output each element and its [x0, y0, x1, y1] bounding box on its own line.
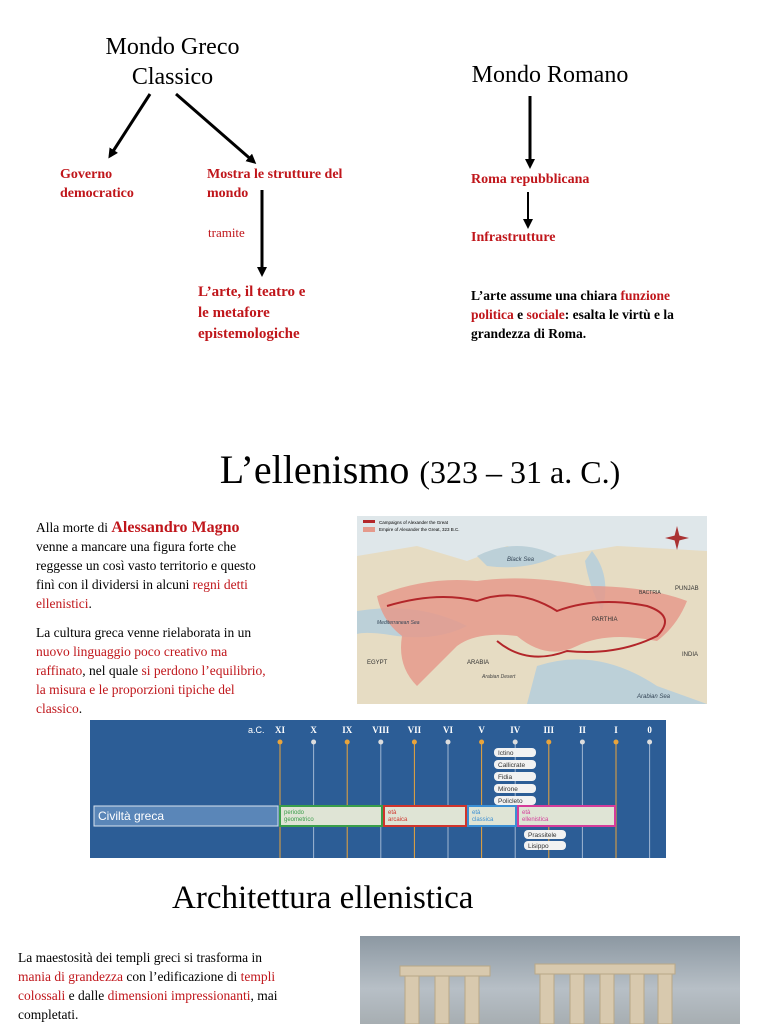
heading-greco-line1: Mondo Greco [105, 34, 240, 60]
period-label: ellenistica [522, 817, 549, 823]
century-label: X [310, 725, 317, 735]
period-box [518, 806, 615, 826]
node-arte-line2: le metafore [198, 305, 270, 321]
century-dot [479, 740, 484, 745]
map-label-egypt: EGYPT [367, 660, 388, 666]
artist-name: Mirone [498, 786, 518, 793]
century-label: VIII [372, 725, 390, 735]
artist-name: Callicrate [498, 762, 526, 769]
ellenismo-paragraph-1: Alla morte di Alessandro Magno venne a mancare una figura forte che reggesse un così vasto territorio e questo finì con il dividersi in alcuni regni detti ellenistici. [36, 519, 256, 611]
ellenismo-title-text: L’ellenismo [219, 447, 410, 492]
map-label-india: INDIA [682, 652, 699, 658]
greek-timeline [90, 720, 666, 858]
ellenismo-paragraph-2: La cultura greca venne rielaborata in un nuovo linguaggio poco creativo ma raffinato, nel quale si perdono l’equilibrio, la misura e le proporzioni tipiche del classico. [36, 625, 266, 716]
temple-photo [360, 936, 740, 1024]
legend-swatch-2 [363, 527, 375, 532]
map-label-arabian-desert: Arabian Desert [482, 674, 516, 680]
node-governo [60, 165, 134, 203]
node-governo-line1: Governo [60, 167, 113, 182]
century-label: II [578, 725, 586, 735]
century-dot [446, 740, 451, 745]
century-dot [614, 740, 619, 745]
node-arte-line1: L’arte, il teatro e [198, 284, 306, 300]
century-dot [580, 740, 585, 745]
timeline-era-label: a.C. [248, 725, 265, 735]
century-dot [378, 740, 383, 745]
romano-description: L’arte assume una chiara funzione politica e sociale: esalta le virtù e la grandezza di Roma. [471, 288, 674, 341]
period-label: età [388, 810, 397, 816]
period-box [280, 806, 382, 826]
period-label: arcaica [388, 817, 408, 823]
alessandro-magno: Alessandro Magno [111, 519, 240, 536]
century-dot [311, 740, 316, 745]
heading-mondo-romano: Mondo Romano [471, 62, 629, 88]
node-roma-repubblicana: Roma repubblicana [471, 172, 590, 187]
artist-name: Policleto [498, 798, 523, 805]
compass-icon [665, 526, 689, 550]
architettura-paragraph: La maestosità dei templi greci si trasforma in mania di grandezza con l’edificazione di templi colossali e dalle dimensioni impressionanti, mai completati. [18, 950, 278, 1022]
architettura-title: Architettura ellenistica [172, 880, 474, 916]
node-governo-line2: democratico [60, 186, 134, 201]
century-label: VI [442, 725, 454, 735]
map-legend-2: Empire of Alexander the Great, 323 B.C. [379, 527, 460, 532]
node-infrastrutture: Infrastrutture [471, 230, 556, 245]
century-label: III [543, 725, 555, 735]
diagram-arrows [0, 0, 768, 420]
map-label-mediterranean: Mediterranean Sea [377, 620, 420, 626]
century-dot [647, 740, 652, 745]
ellenismo-title [0, 446, 768, 493]
map-graphic [357, 516, 707, 704]
century-dot [278, 740, 283, 745]
timeline-graphic [90, 720, 666, 858]
civilta-label: Civiltà greca [98, 809, 165, 823]
map-label-parthia: PARTHIA [592, 617, 618, 623]
artist-name: Prassitele [528, 832, 557, 839]
artist-name: Lisippo [528, 843, 549, 850]
artist-name: Fidia [498, 774, 513, 781]
map-label-punjab: PUNJAB [675, 586, 699, 592]
century-label: I [614, 725, 618, 735]
alexander-empire-map [357, 516, 707, 704]
period-label: periodo [284, 810, 305, 816]
node-mostra-line2: mondo [207, 186, 249, 201]
period-label: geometrico [284, 817, 314, 823]
map-label-arabia: ARABIA [467, 660, 490, 666]
arrow-to-mostra [176, 94, 254, 162]
map-legend-1: Campaigns of Alexander the Great [379, 520, 449, 525]
period-box [468, 806, 516, 826]
node-mostra-line1: Mostra le strutture del [207, 167, 343, 182]
period-box [384, 806, 466, 826]
century-label: XI [274, 725, 286, 735]
century-label: IV [510, 725, 521, 735]
period-label: classica [472, 817, 494, 823]
century-dot [546, 740, 551, 745]
century-label: IX [342, 725, 353, 735]
artist-name: Ictino [498, 750, 514, 757]
century-dot [345, 740, 350, 745]
arrow-to-governo [110, 94, 150, 156]
period-label: età [522, 810, 531, 816]
period-label: età [472, 810, 481, 816]
node-mostra [207, 165, 342, 203]
century-dot [513, 740, 518, 745]
map-label-black-sea: Black Sea [507, 557, 535, 563]
node-arte [198, 282, 305, 345]
legend-swatch-1 [363, 520, 375, 523]
map-label-bactria: BACTRIA [639, 590, 661, 596]
ellenismo-dates: (323 – 31 a. C.) [419, 454, 621, 490]
century-label: V [478, 725, 485, 735]
century-label: 0 [647, 725, 652, 735]
node-arte-line3: epistemologiche [198, 326, 300, 342]
century-label: VII [407, 725, 422, 735]
heading-greco-line2: Classico [131, 64, 214, 90]
temple-columns-graphic [360, 936, 740, 1024]
century-dot [412, 740, 417, 745]
map-label-arabian-sea: Arabian Sea [637, 694, 671, 700]
label-tramite: tramite [208, 225, 245, 240]
